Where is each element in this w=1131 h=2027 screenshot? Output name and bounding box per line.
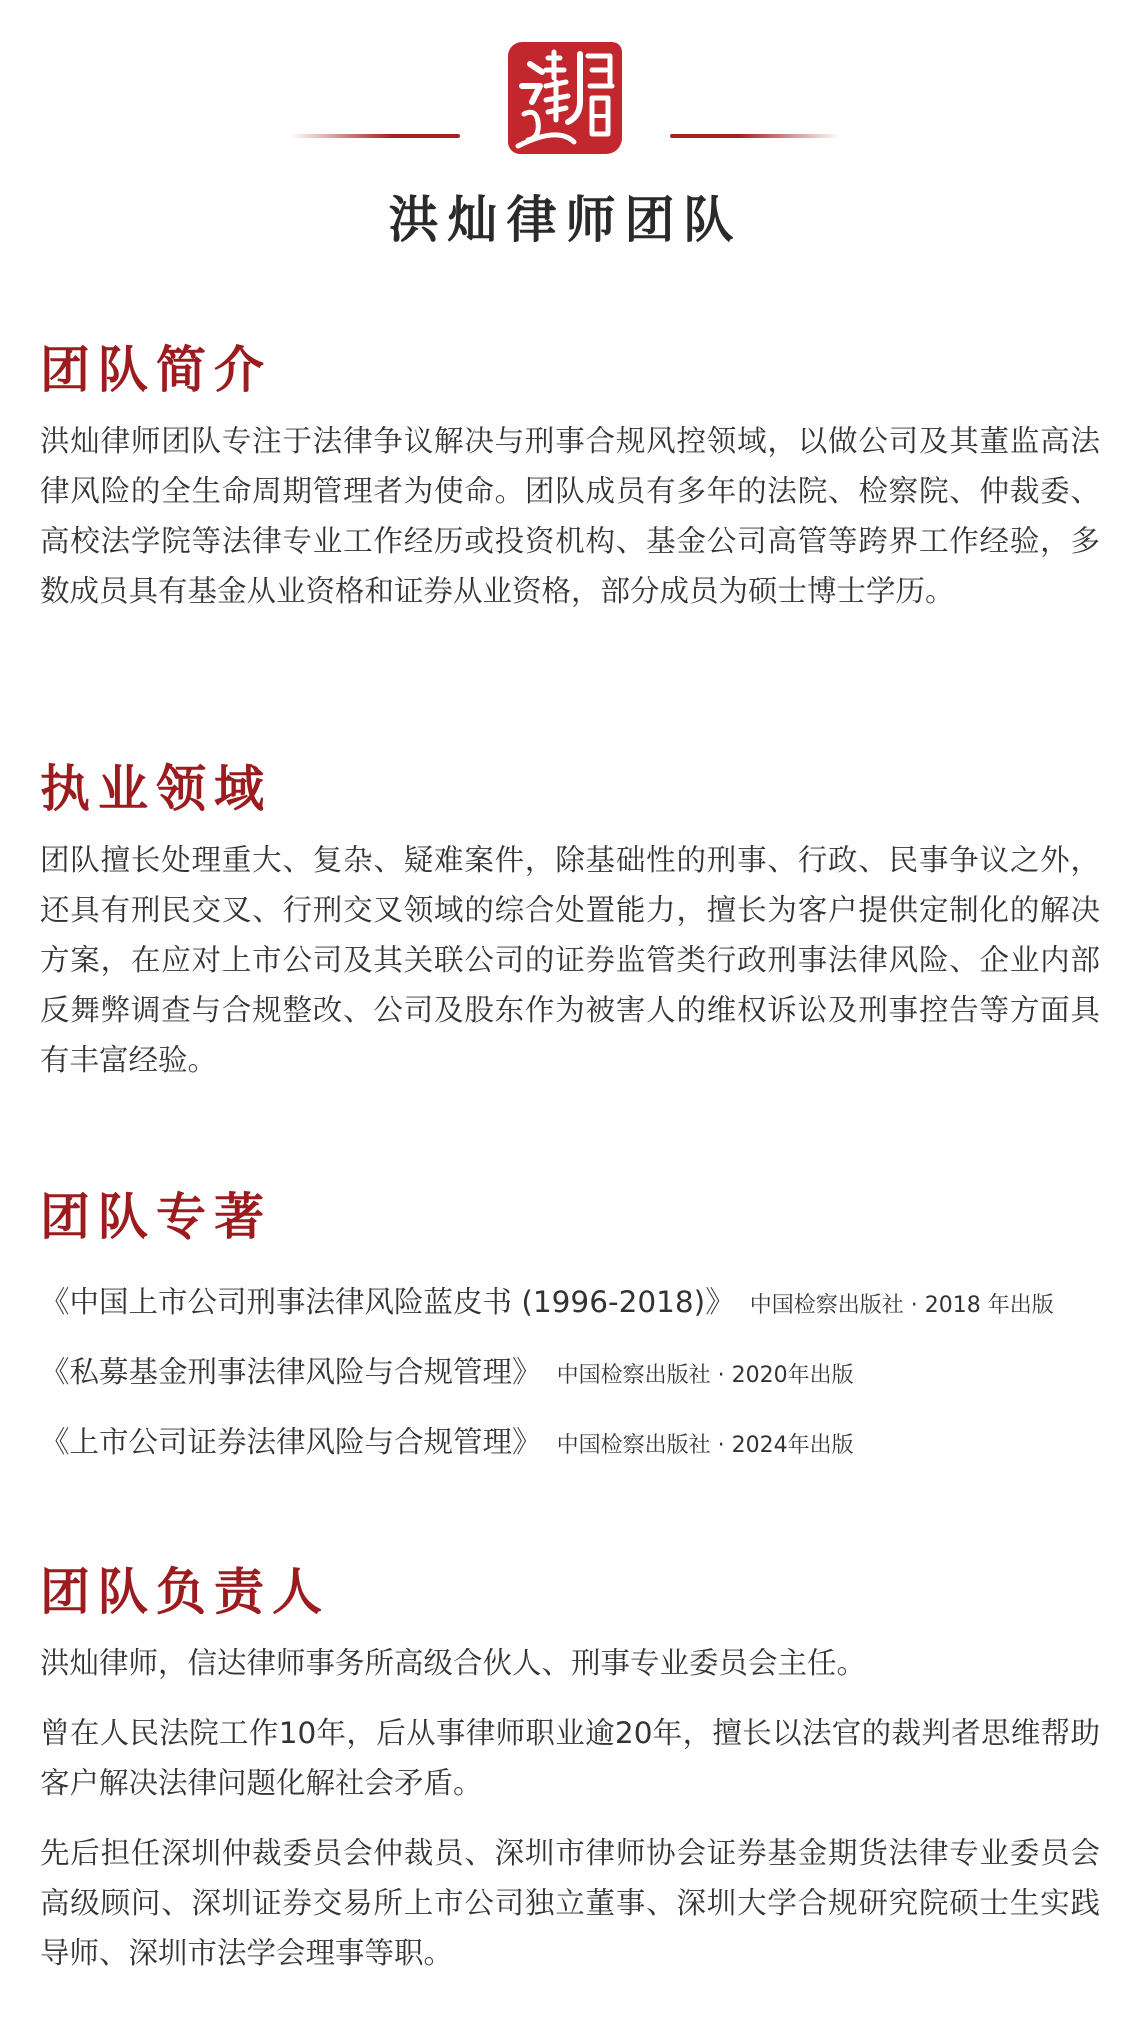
section-team-leader xyxy=(40,1560,1100,1978)
book-publisher: 中国检察出版社 · 2024年出版 xyxy=(556,1433,854,1458)
section-team-books xyxy=(40,1185,1100,1477)
team-intro-text: 洪灿律师团队专注于法律争议解决与刑事合规风控领域，以做公司及其董监高法律风险的全生命周期管理者为使命。团队成员有多年的法院、检察院、仲裁委、高校法学院等法律专业工作经历或投资机构、基金公司高管等跨界工作经验，多数成员具有基金从业资格和证券从业资格，部分成员为硕士博士学历。 xyxy=(40,424,1100,608)
seal-logo-icon xyxy=(508,42,622,154)
page-title: 洪灿律师团队 xyxy=(388,190,743,249)
leader-paragraph: 曾在人民法院工作10年，后从事律师职业逾20年，擅长以法官的裁判者思维帮助客户解决法律问题化解社会矛盾。 xyxy=(40,1716,1100,1800)
book-title: 《上市公司证券法律风险与合规管理》 xyxy=(40,1425,542,1459)
practice-areas-text: 团队擅长处理重大、复杂、疑难案件，除基础性的刑事、行政、民事争议之外，还具有刑民交叉、行刑交叉领域的综合处置能力，擅长为客户提供定制化的解决方案，在应对上市公司及其关联公司的证券监管类行政刑事法律风险、企业内部反舞弊调查与合规整改、公司及股东作为被害人的维权诉讼及刑事控告等方面具有丰富经验。 xyxy=(40,843,1100,1077)
header xyxy=(0,40,1131,260)
right-decorative-rule xyxy=(670,134,840,138)
section-title-team-leader: 团队负责人 xyxy=(40,1562,330,1621)
book-title: 《中国上市公司刑事法律风险蓝皮书 (1996-2018)》 xyxy=(40,1285,735,1319)
book-list xyxy=(40,1267,1100,1477)
leader-paragraph: 洪灿律师，信达律师事务所高级合伙人、刑事专业委员会主任。 xyxy=(40,1646,867,1680)
section-title-practice-areas: 执业领域 xyxy=(40,759,272,818)
book-title: 《私募基金刑事法律风险与合规管理》 xyxy=(40,1355,542,1389)
leader-paragraph: 先后担任深圳仲裁委员会仲裁员、深圳市律师协会证券基金期货法律专业委员会高级顾问、深圳证券交易所上市公司独立董事、深圳大学合规研究院硕士生实践导师、深圳市法学会理事等职。 xyxy=(40,1836,1100,1970)
section-title-team-books: 团队专著 xyxy=(40,1187,272,1246)
book-item xyxy=(40,1337,1100,1407)
section-team-intro xyxy=(40,338,1100,616)
section-practice-areas xyxy=(40,757,1100,1085)
book-item xyxy=(40,1407,1100,1477)
book-item xyxy=(40,1267,1100,1337)
section-title-team-intro: 团队简介 xyxy=(40,340,272,399)
book-publisher: 中国检察出版社 · 2020年出版 xyxy=(556,1363,854,1388)
book-publisher: 中国检察出版社 · 2018 年出版 xyxy=(749,1293,1054,1318)
left-decorative-rule xyxy=(290,134,460,138)
